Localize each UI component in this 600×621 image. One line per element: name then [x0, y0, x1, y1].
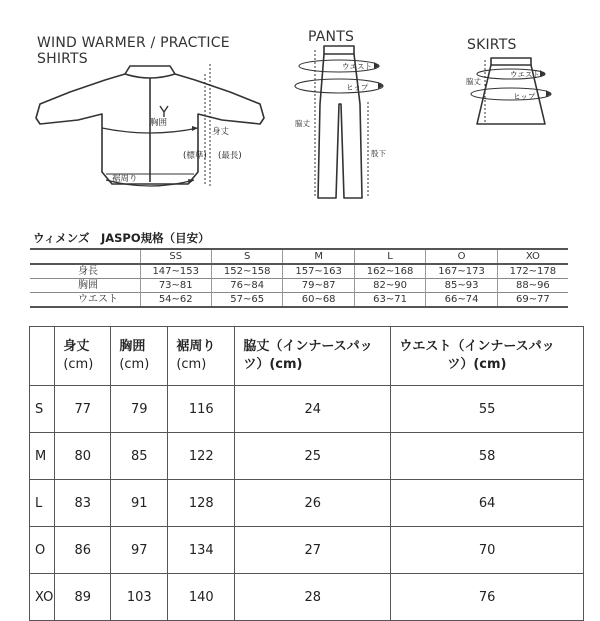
pants-label-hip: ヒップ: [346, 83, 369, 92]
size-label: O: [30, 527, 55, 574]
header-unit: ツ）(cm): [243, 357, 303, 372]
table-row: [30, 574, 584, 621]
table-cell: 64: [391, 480, 584, 527]
table-row: [30, 480, 584, 527]
header-name: 胸囲: [119, 339, 146, 354]
table-row: [30, 433, 584, 480]
shirt-diagram: [30, 62, 270, 202]
jaspo-cell: 147~153: [140, 264, 211, 279]
jaspo-row-height: [30, 264, 568, 279]
table-cell: 27: [235, 527, 391, 574]
jaspo-corner: [30, 249, 140, 264]
header-unit: (cm): [63, 357, 94, 372]
jaspo-size-header: L: [354, 249, 425, 264]
shirt-label-chest: 胸囲: [150, 118, 168, 128]
header-side-length: [235, 327, 391, 386]
size-label: M: [30, 433, 55, 480]
jaspo-cell: 88~96: [497, 279, 568, 293]
shirt-label-max: (最長): [218, 151, 242, 161]
table-cell: 77: [55, 386, 111, 433]
skirt-label-waist: ウエスト: [510, 70, 540, 79]
pants-outline: [318, 54, 362, 198]
shirts-title-line2: SHIRTS: [37, 51, 88, 67]
header-name: 身丈: [63, 339, 90, 354]
jaspo-row-label: 胸囲: [78, 279, 98, 291]
jaspo-cell: 82~90: [354, 279, 425, 293]
shirt-collar: [125, 66, 175, 78]
table-cell: 26: [235, 480, 391, 527]
table-cell: 70: [391, 527, 584, 574]
jaspo-table: [30, 248, 568, 308]
jaspo-size-header: O: [426, 249, 497, 264]
table-cell: 86: [55, 527, 111, 574]
jaspo-size-header: SS: [140, 249, 211, 264]
table-cell: 116: [168, 386, 235, 433]
table-cell: 83: [55, 480, 111, 527]
skirt-waistband: [491, 58, 531, 65]
pants-title: PANTS: [308, 29, 355, 45]
jaspo-cell: 157~163: [283, 264, 354, 279]
table-cell: 91: [111, 480, 168, 527]
header-length: [55, 327, 111, 386]
table-cell: 80: [55, 433, 111, 480]
jaspo-header-row: [30, 249, 568, 264]
table-cell: 97: [111, 527, 168, 574]
table-cell: 55: [391, 386, 584, 433]
jaspo-row-label: ウエスト: [78, 293, 118, 305]
jaspo-row-label: 身長: [78, 265, 98, 277]
shirts-title-line1: WIND WARMER / PRACTICE: [37, 35, 230, 51]
pants-label-waist: ウエスト: [342, 62, 372, 71]
size-table-corner: [30, 327, 55, 386]
size-label: L: [30, 480, 55, 527]
brand-logo: [160, 106, 168, 117]
size-label: XO: [30, 574, 55, 621]
jaspo-cell: 73~81: [140, 279, 211, 293]
jaspo-cell: 66~74: [426, 293, 497, 308]
size-label: S: [30, 386, 55, 433]
table-cell: 28: [235, 574, 391, 621]
table-row: [30, 386, 584, 433]
jaspo-size-header: M: [283, 249, 354, 264]
table-cell: 25: [235, 433, 391, 480]
shirt-label-hem: 裾周り: [112, 174, 138, 184]
pants-label-side: 脇丈: [295, 119, 310, 128]
jaspo-cell: 57~65: [211, 293, 282, 308]
jaspo-cell: 69~77: [497, 293, 568, 308]
jaspo-row-chest: [30, 279, 568, 293]
jaspo-cell: 76~84: [211, 279, 282, 293]
table-cell: 89: [55, 574, 111, 621]
jaspo-size-header: S: [211, 249, 282, 264]
jaspo-cell: 60~68: [283, 293, 354, 308]
table-cell: 85: [111, 433, 168, 480]
table-cell: 128: [168, 480, 235, 527]
shirt-label-std: (標準): [183, 151, 207, 161]
header-unit: (cm): [119, 357, 150, 372]
jaspo-cell: 167~173: [426, 264, 497, 279]
jaspo-row-waist: [30, 293, 568, 308]
table-cell: 76: [391, 574, 584, 621]
size-table: [29, 326, 584, 621]
jaspo-cell: 172~178: [497, 264, 568, 279]
header-hem: [168, 327, 235, 386]
table-cell: 122: [168, 433, 235, 480]
table-cell: 24: [235, 386, 391, 433]
jaspo-cell: 54~62: [140, 293, 211, 308]
header-chest: [111, 327, 168, 386]
header-name: 裾周り: [176, 339, 216, 354]
size-table-header-row: [30, 327, 584, 386]
pants-label-inseam: 股下: [371, 149, 386, 158]
jaspo-cell: 63~71: [354, 293, 425, 308]
jaspo-cell: 79~87: [283, 279, 354, 293]
table-cell: 134: [168, 527, 235, 574]
table-cell: 140: [168, 574, 235, 621]
header-name: ウエスト（インナースパッ: [399, 339, 555, 354]
table-cell: 103: [111, 574, 168, 621]
jaspo-cell: 162~168: [354, 264, 425, 279]
skirt-label-hip: ヒップ: [513, 92, 536, 101]
header-unit: ツ）(cm): [447, 357, 507, 372]
header-unit: (cm): [176, 357, 207, 372]
jaspo-size-header: XO: [497, 249, 568, 264]
jaspo-title: ウィメンズ JASPO規格（目安）: [33, 231, 210, 245]
jaspo-cell: 152~158: [211, 264, 282, 279]
table-cell: 58: [391, 433, 584, 480]
jaspo-cell: 85~93: [426, 279, 497, 293]
pants-waistband: [324, 46, 354, 54]
table-cell: 79: [111, 386, 168, 433]
skirts-title: SKIRTS: [467, 37, 517, 53]
header-waist: [391, 327, 584, 386]
table-row: [30, 527, 584, 574]
header-name: 脇丈（インナースパッ: [243, 339, 373, 354]
skirt-diagram: [455, 54, 575, 134]
shirt-label-length: 身丈: [212, 127, 230, 137]
skirt-label-side: 脇丈: [466, 77, 481, 86]
pants-diagram: [290, 44, 420, 204]
